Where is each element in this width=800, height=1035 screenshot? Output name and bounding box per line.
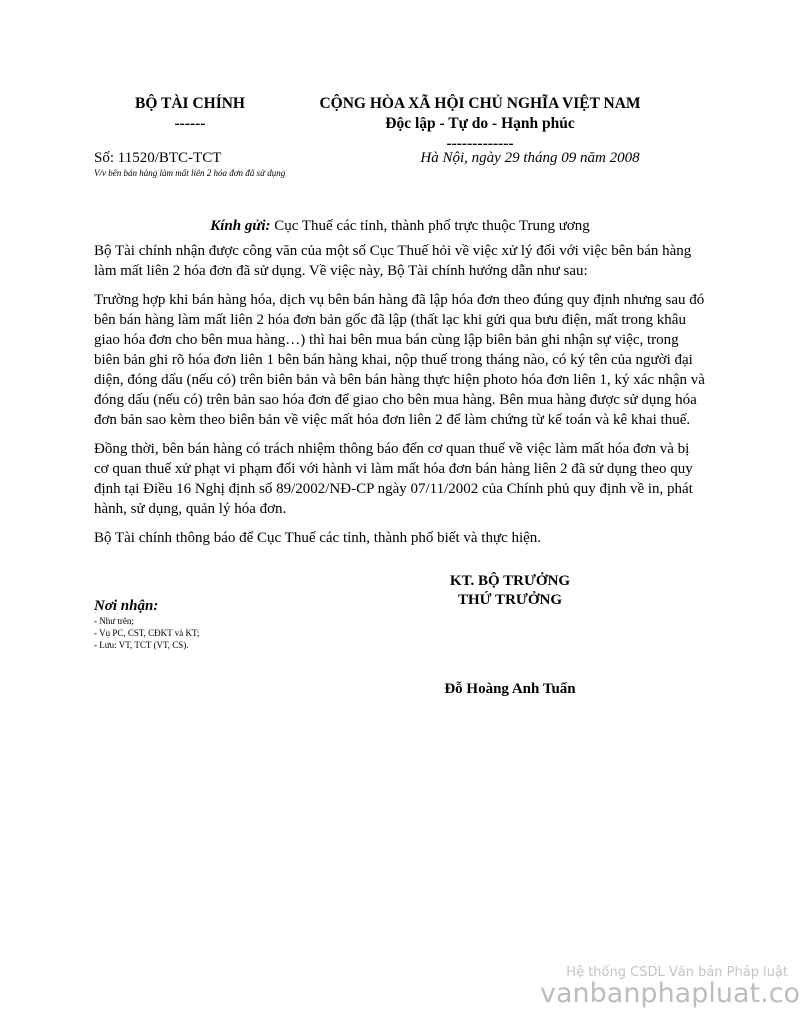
document-subject: V/v bên bán hàng làm mất liên 2 hóa đơn đã sử dụng [94, 168, 286, 178]
recipients-list-item: - Như trên; [94, 616, 134, 626]
issuing-agency-rule: ------ [174, 115, 206, 132]
national-title: CỘNG HÒA XÃ HỘI CHỦ NGHĨA VIỆT NAM [319, 95, 641, 112]
signature-title: KT. BỘ TRƯỞNG [449, 573, 571, 589]
signature-block [400, 572, 620, 610]
recipients-list-item: - Vụ PC, CST, CĐKT và KT; [94, 628, 200, 638]
recipient-text: Cục Thuế các tỉnh, thành phố trực thuộc Trung ương [270, 218, 590, 234]
recipient-label: Kính gửi: [210, 218, 271, 234]
recipients-list [94, 615, 200, 651]
signer-name: Đỗ Hoàng Anh Tuấn [444, 681, 576, 697]
recipients-list-item: - Lưu: VT, TCT (VT, CS). [94, 640, 189, 650]
national-motto-rule: ------------- [446, 135, 514, 152]
body-paragraph: Bộ Tài chính nhận được công văn của một số Cục Thuế hỏi về việc xử lý đối với việc bên bán hàng làm mất liên 2 hóa đơn đã sử dụng. Về việc này, Bộ Tài chính hướng dẫn như sau: [94, 243, 692, 279]
document-date: Hà Nội, ngày 29 tháng 09 năm 2008 [420, 150, 640, 166]
issuing-agency: BỘ TÀI CHÍNH [135, 95, 245, 112]
document-body [94, 241, 706, 557]
body-paragraph: Bộ Tài chính thông báo để Cục Thuế các tỉnh, thành phố biết và thực hiện. [94, 530, 542, 546]
recipient-line [94, 218, 706, 235]
signature-subtitle: THỨ TRƯỞNG [457, 592, 563, 608]
recipients-list-title: Nơi nhận: [94, 598, 159, 614]
watermark-site: vanbanphapluat.co [540, 978, 800, 1009]
issuing-agency-block [100, 94, 280, 134]
document-number: Số: 11520/BTC-TCT [94, 150, 222, 166]
national-motto: Độc lập - Tự do - Hạnh phúc [385, 115, 575, 132]
national-header-block [300, 94, 660, 154]
watermark-caption: Hệ thống CSDL Văn bản Pháp luật [566, 965, 788, 980]
body-paragraph: Trường hợp khi bán hàng hóa, dịch vụ bên bán hàng đã lập hóa đơn theo đúng quy định nhưng sau đó bên bán hàng làm mất liên 2 hóa đơn bản gốc đã lập (thất lạc khi gửi qua bưu điện, mất trong khâu giao hóa đơn cho bên mua hàng…) thì hai bên mua bán cùng lập biên bản ghi nhận sự việc, trong biên bản ghi rõ hóa đơn liên 1 bên bán hàng khai, nộp thuế trong tháng nào, có ký tên của người đại diện, đóng dấu (nếu có) trên biên bản và bên bán hàng thực hiện photo hóa đơn liên 1, ký xác nhận và đóng dấu (nếu có) trên bản sao hóa đơn để giao cho bên mua hàng. Bên mua hàng được sử dụng hóa đơn bản sao kèm theo biên bản về việc mất hóa đơn liên 2 để làm chứng từ kế toán và kê khai thuế. [94, 292, 705, 428]
body-paragraph: Đồng thời, bên bán hàng có trách nhiệm thông báo đến cơ quan thuế về việc làm mất hóa đơn và bị cơ quan thuế xử phạt vi phạm đối với hành vi làm mất hóa đơn bán hàng liên 2 đã sử dụng theo quy định tại Điều 16 Nghị định số 89/2002/NĐ-CP ngày 07/11/2002 của Chính phủ quy định về in, phát hành, sử dụng, quản lý hóa đơn. [94, 441, 693, 517]
